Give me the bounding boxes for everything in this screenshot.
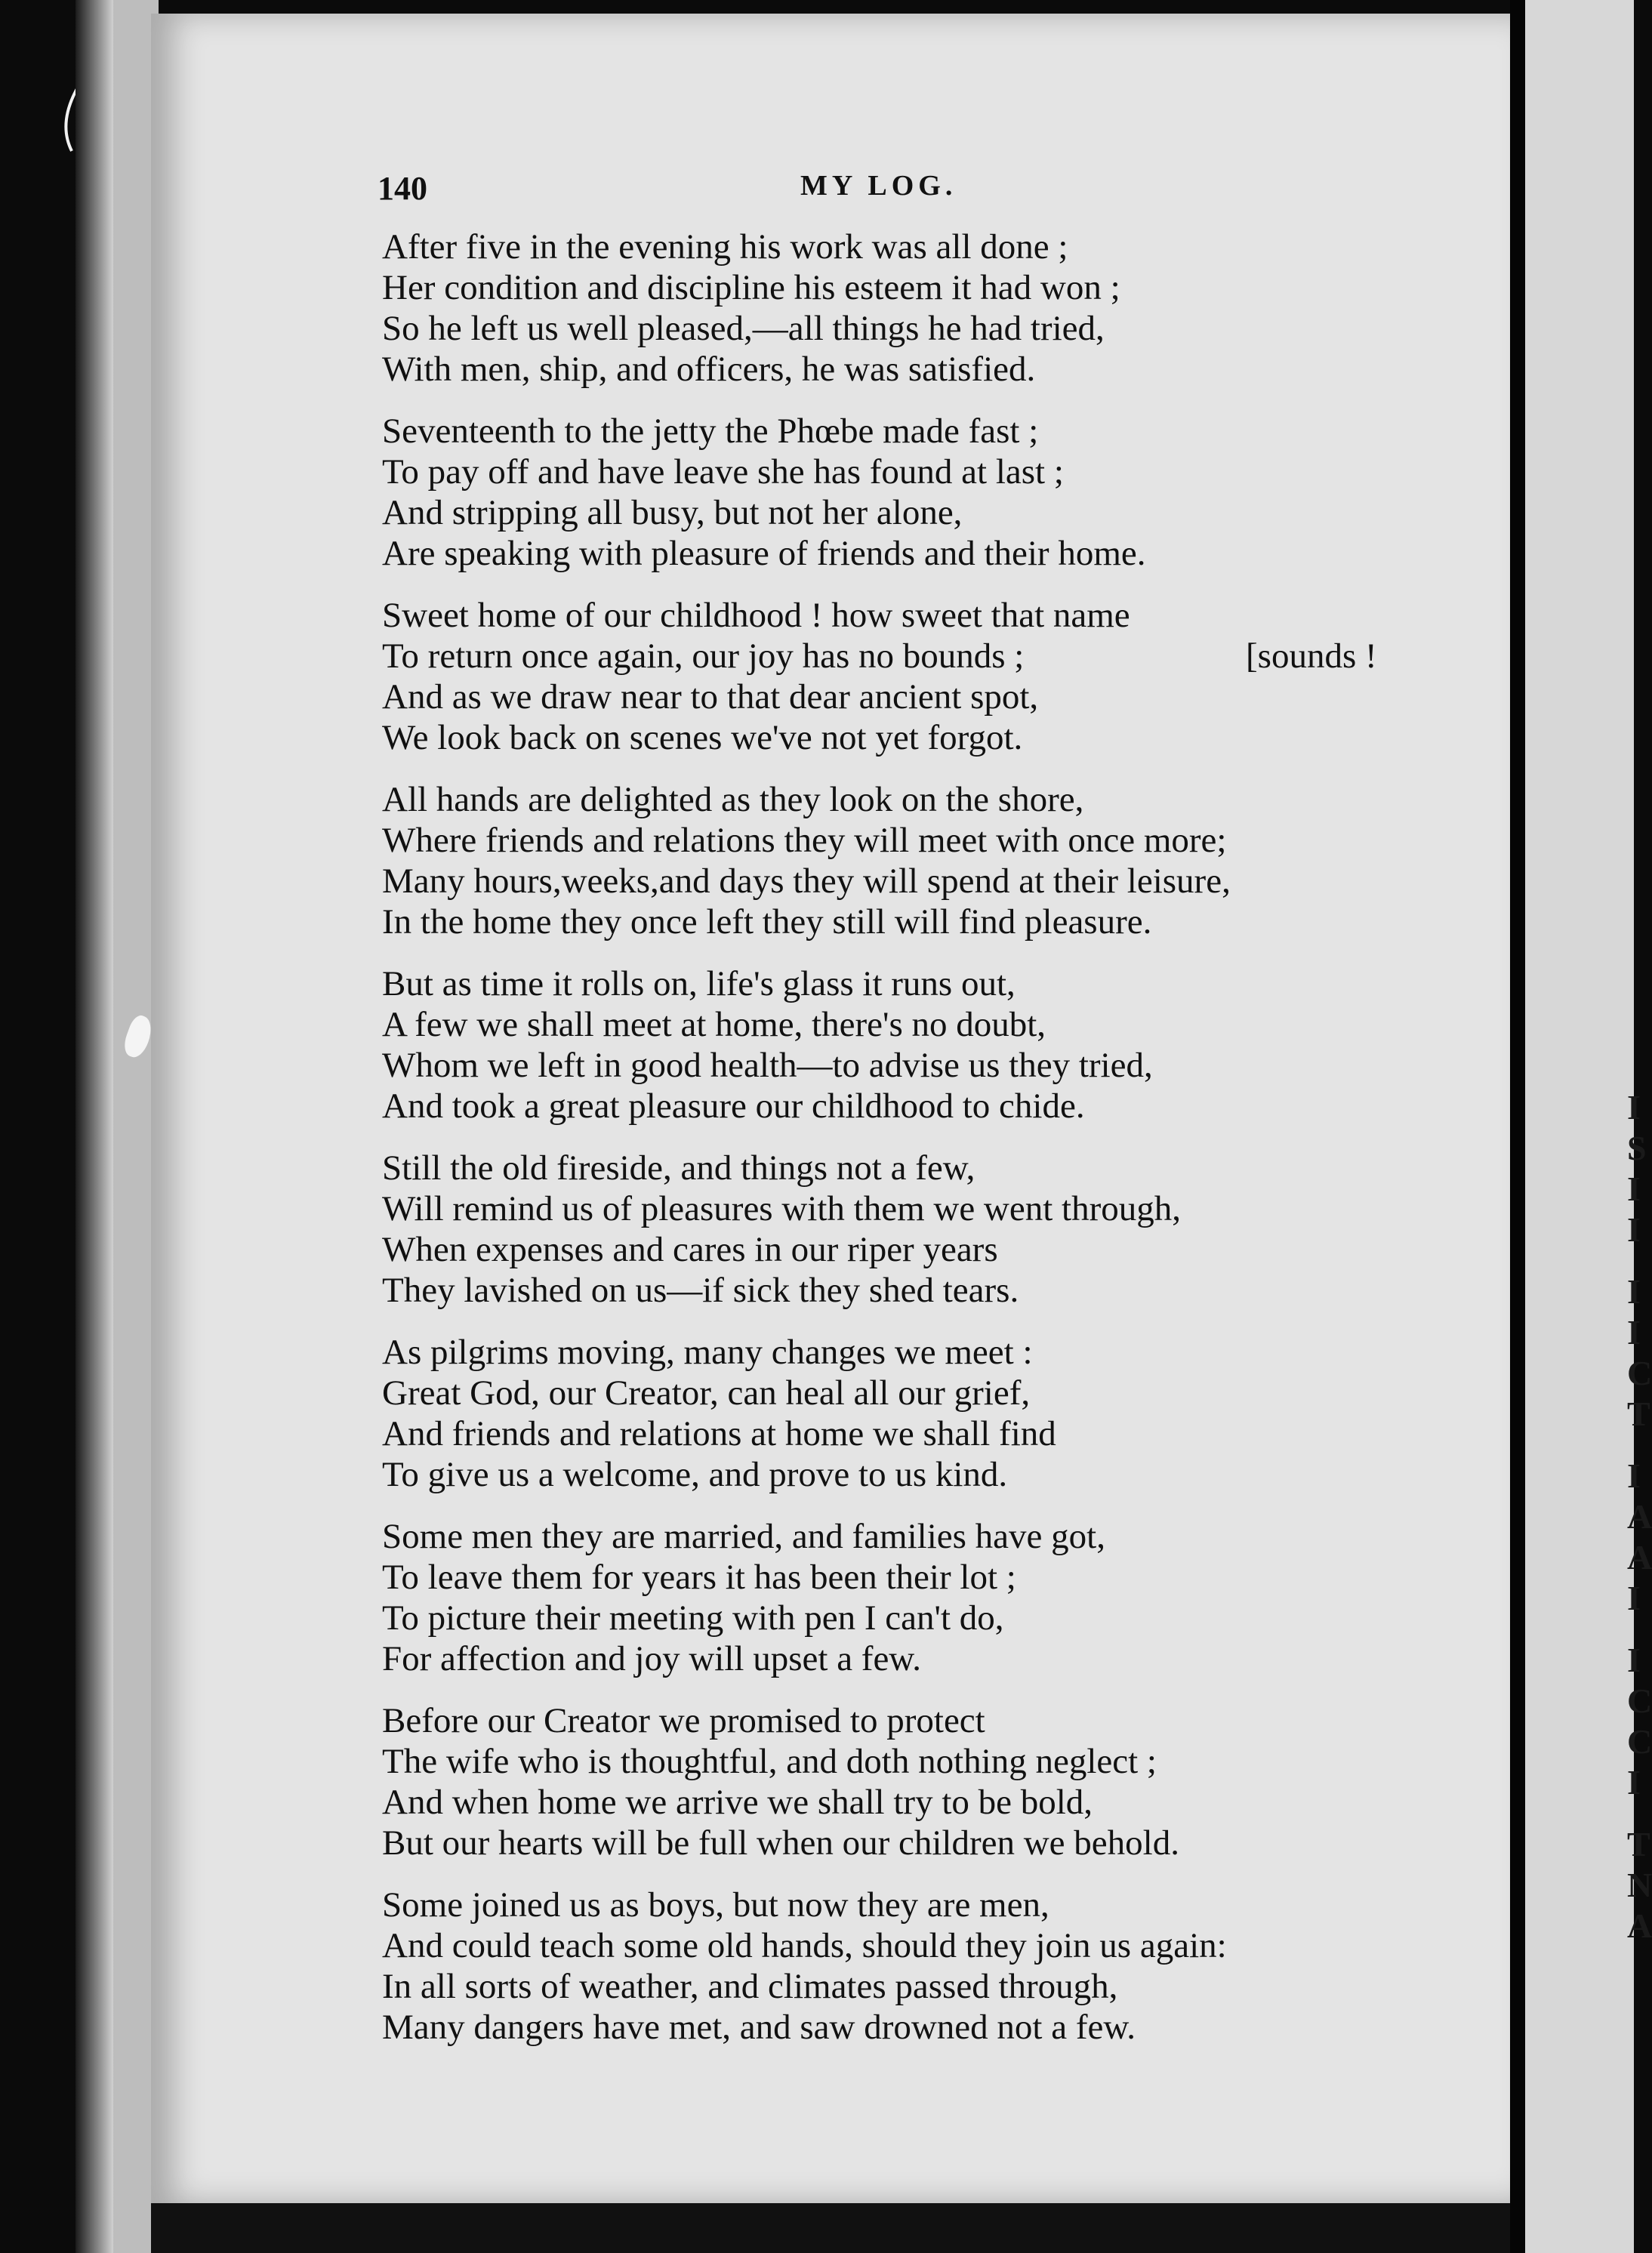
poem-line: Where friends and relations they will meet with once more; <box>382 821 1227 860</box>
poem-line: But our hearts will be full when our children we behold. <box>382 1823 1179 1863</box>
poem-line: Great God, our Creator, can heal all our grief, <box>382 1373 1031 1413</box>
stanza <box>382 779 1439 942</box>
facing-page-letter: N <box>1627 1866 1652 1904</box>
poem-body <box>382 227 1439 2069</box>
stanza <box>382 227 1439 390</box>
poem-line: When expenses and cares in our riper years <box>382 1230 998 1269</box>
facing-page-letter: I <box>1627 1579 1641 1617</box>
poem-line: To pay off and have leave she has found at last ; <box>382 452 1064 492</box>
poem-line: They lavished on us—if sick they shed tears. <box>382 1271 1019 1310</box>
facing-page-letter: I <box>1627 1170 1641 1208</box>
poem-line: After five in the evening his work was all done ; <box>382 227 1068 267</box>
poem-line: Whom we left in good health—to advise us they tried, <box>382 1046 1153 1085</box>
poem-line: Are speaking with pleasure of friends and their home. <box>382 534 1146 573</box>
stanza <box>382 1332 1439 1495</box>
running-head <box>378 169 1435 214</box>
poem-line: In all sorts of weather, and climates passed through, <box>382 1967 1118 2006</box>
poem-line: But as time it rolls on, life's glass it runs out, <box>382 964 1016 1003</box>
facing-page-letter: A <box>1627 1497 1652 1536</box>
poem-line: A few we shall meet at home, there's no doubt, <box>382 1005 1046 1044</box>
poem-line: Many dangers have met, and saw drowned not a few. <box>382 2008 1136 2047</box>
poem-line: And as we draw near to that dear ancient spot, <box>382 677 1039 717</box>
poem-line: And friends and relations at home we shall find <box>382 1414 1056 1453</box>
poem-line: Still the old fireside, and things not a few, <box>382 1148 975 1188</box>
poem-line: As pilgrims moving, many changes we meet : <box>382 1333 1033 1372</box>
stanza <box>382 1148 1439 1311</box>
facing-page-letter: C <box>1627 1354 1652 1392</box>
poem-line: And stripping all busy, but not her alone, <box>382 493 963 532</box>
poem-line: For affection and joy will upset a few. <box>382 1639 921 1678</box>
poem-line: Her condition and discipline his esteem it had won ; <box>382 268 1120 307</box>
poem-line: Sweet home of our childhood ! how sweet that name <box>382 596 1130 635</box>
facing-page-letter: I <box>1627 1272 1641 1311</box>
page-number: 140 <box>378 170 427 207</box>
poem-line: With men, ship, and officers, he was satisfied. <box>382 350 1036 389</box>
turnover-word: [sounds ! <box>1246 636 1377 676</box>
poem-line: In the home they once left they still will find pleasure. <box>382 902 1152 942</box>
facing-page-letter: A <box>1627 1538 1652 1576</box>
poem-line: All hands are delighted as they look on the shore, <box>382 780 1084 819</box>
facing-page-letter: C <box>1627 1681 1652 1720</box>
stanza <box>382 1516 1439 1679</box>
stanza <box>382 963 1439 1126</box>
poem-line: We look back on scenes we've not yet forgot. <box>382 718 1023 757</box>
stanza <box>382 1885 1439 2048</box>
facing-page-letter: I <box>1627 1456 1641 1495</box>
facing-page-letter: C <box>1627 1722 1652 1761</box>
facing-page-letter: I <box>1627 1763 1641 1801</box>
poem-line: To give us a welcome, and prove to us kind. <box>382 1455 1008 1494</box>
running-title: MY LOG. <box>800 170 957 202</box>
poem-line: And could teach some old hands, should they join us again: <box>382 1926 1227 1965</box>
poem-line: So he left us well pleased,—all things he had tried, <box>382 309 1105 348</box>
facing-page-letter: A <box>1627 1906 1652 1945</box>
facing-page-letter: I <box>1627 1641 1641 1679</box>
poem-line: Will remind us of pleasures with them we went through, <box>382 1189 1182 1228</box>
facing-page-letter: I <box>1627 1313 1641 1351</box>
poem-line: Before our Creator we promised to protect <box>382 1701 985 1740</box>
facing-page-letter: T <box>1627 1395 1650 1433</box>
stanza <box>382 1700 1439 1863</box>
poem-line: To leave them for years it has been their lot ; <box>382 1558 1016 1597</box>
facing-page-letter: T <box>1627 1825 1650 1863</box>
page-bottom-shadow <box>151 2203 1510 2253</box>
poem-line: Some men they are married, and families have got, <box>382 1517 1105 1556</box>
poem-line: Many hours,weeks,and days they will spend at their leisure, <box>382 861 1231 901</box>
facing-page-letter: I <box>1627 1210 1641 1249</box>
stanza <box>382 595 1439 758</box>
poem-line: And took a great pleasure our childhood to chide. <box>382 1086 1085 1126</box>
facing-page-edge <box>1525 0 1652 2253</box>
facing-page-letter: S <box>1627 1129 1647 1167</box>
poem-line: And when home we arrive we shall try to be bold, <box>382 1783 1093 1822</box>
stanza <box>382 411 1439 574</box>
poem-line: Seventeenth to the jetty the Phœbe made fast ; <box>382 411 1039 451</box>
poem-line: Some joined us as boys, but now they are men, <box>382 1885 1049 1925</box>
poem-line: To return once again, our joy has no bounds ; [sounds ! <box>382 636 1377 676</box>
facing-page-letter: I <box>1627 1088 1641 1126</box>
page-gutter <box>1510 0 1525 2253</box>
poem-line: To picture their meeting with pen I can't do, <box>382 1598 1004 1638</box>
poem-line: The wife who is thoughtful, and doth nothing neglect ; <box>382 1742 1157 1781</box>
